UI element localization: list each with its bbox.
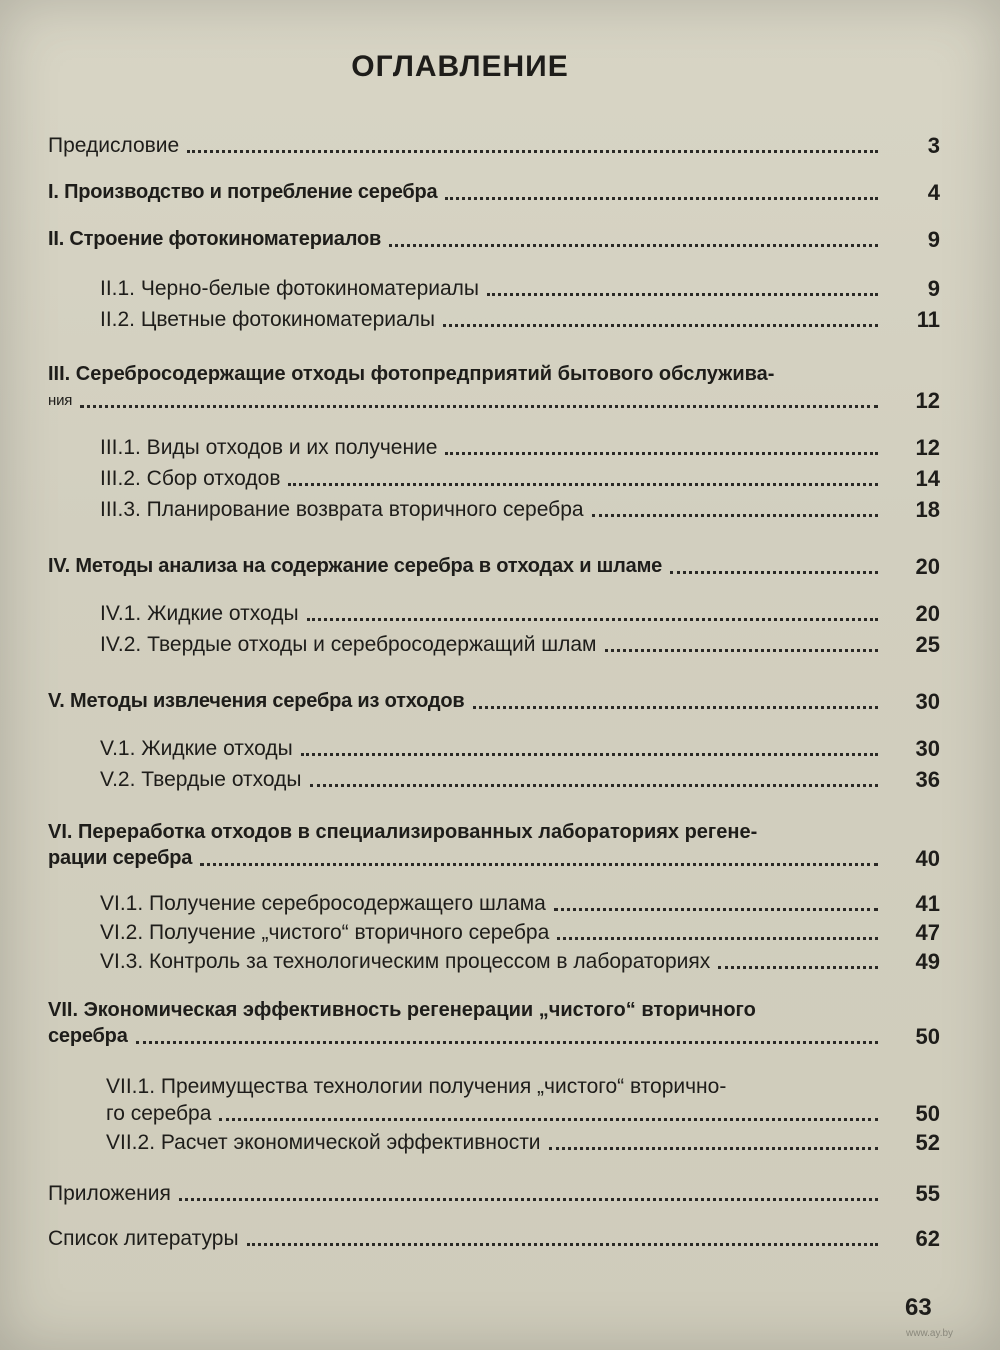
- toc-entry-page: 52: [915, 1130, 940, 1155]
- toc-entry-title: VII.2. Расчет экономической эффективности: [106, 1131, 541, 1154]
- toc-entry-page: 4: [927, 180, 940, 205]
- toc-entry-page: 25: [915, 632, 940, 657]
- toc-entry-section-3-2: [48, 465, 940, 492]
- toc-entry-page: 30: [915, 689, 940, 714]
- toc-entry-title: IV. Методы анализа на содержание серебра в отходах и шламе: [48, 555, 663, 577]
- toc-entry-page: 12: [915, 435, 940, 460]
- toc-entry-page: 9: [927, 227, 940, 252]
- toc-entry-section-6-1: [48, 890, 940, 917]
- toc-entry-title: V.2. Твердые отходы: [100, 768, 302, 791]
- toc-entry-section-4-1: [48, 600, 940, 627]
- leader-dots: [136, 1041, 878, 1044]
- leader-dots: [718, 966, 878, 969]
- toc-entry-page: 14: [915, 466, 940, 491]
- toc-entry-title: III. Серебросодержащие отходы фотопредприятий бытового обслужива-: [48, 363, 775, 385]
- toc-entry-title: II.1. Черно-белые фотокиноматериалы: [100, 277, 480, 300]
- leader-dots: [445, 197, 878, 200]
- toc-entry-chapter-5: [48, 688, 940, 715]
- toc-entry-chapter-4: [48, 553, 940, 580]
- toc-entry-page: 20: [915, 554, 940, 579]
- toc-entry-section-3-3: [48, 496, 940, 523]
- toc-entry-page: 3: [927, 133, 940, 158]
- toc-entry-section-4-2: [48, 631, 940, 658]
- leader-dots: [473, 706, 879, 709]
- toc-entry-title: Приложения: [48, 1182, 171, 1205]
- leader-dots: [310, 784, 879, 787]
- toc-entry-title: VII. Экономическая эффективность регенерации „чистого“ вторичного: [48, 999, 756, 1021]
- toc-entry-chapter-6: [48, 819, 940, 872]
- leader-dots: [554, 908, 878, 911]
- toc-entry-title: I. Производство и потребление серебра: [48, 181, 438, 203]
- toc-entry-chapter-3: [48, 361, 940, 414]
- toc-entry-section-5-1: [48, 735, 940, 762]
- toc-entry-section-3-1: [48, 434, 940, 461]
- toc-entry-page: 20: [915, 601, 940, 626]
- leader-dots: [247, 1243, 878, 1246]
- toc-entry-page: 55: [915, 1181, 940, 1206]
- toc-entry-section-2-1: [48, 275, 940, 302]
- leader-dots: [487, 293, 878, 296]
- toc-entry-continuation: [48, 387, 940, 414]
- toc-entry-page: 40: [915, 846, 940, 871]
- page-number: 63: [905, 1294, 932, 1321]
- toc-entry-section-2-2: [48, 306, 940, 333]
- leader-dots: [670, 571, 878, 574]
- toc-entry-page: 9: [927, 276, 940, 301]
- leader-dots: [187, 150, 878, 153]
- leader-dots: [200, 863, 878, 866]
- toc-entry-section-7-2: [48, 1129, 940, 1156]
- toc-entry-continuation: [106, 1100, 940, 1127]
- toc-entry-section-6-2: [48, 919, 940, 946]
- toc-entry-page: 36: [915, 767, 940, 792]
- toc-entry-title: V. Методы извлечения серебра из отходов: [48, 690, 465, 712]
- leader-dots: [219, 1118, 878, 1121]
- toc-entry-references: [48, 1225, 940, 1252]
- leader-dots: [307, 618, 878, 621]
- toc-entry-title: IV.2. Твердые отходы и серебросодержащий шлам: [100, 633, 597, 656]
- toc-entry-chapter-2: [48, 226, 940, 253]
- toc-entry-continuation: [48, 1023, 940, 1050]
- leader-dots: [80, 405, 878, 408]
- toc-entry-continuation: [48, 845, 940, 872]
- toc-entry-page: 50: [915, 1101, 940, 1126]
- leader-dots: [301, 753, 878, 756]
- leader-dots: [557, 937, 878, 940]
- toc-entry-title: Список литературы: [48, 1227, 239, 1250]
- leader-dots: [445, 452, 878, 455]
- toc-entry-appendices: [48, 1180, 940, 1207]
- watermark: www.ay.by: [906, 1328, 954, 1339]
- toc-entry-page: 18: [915, 497, 940, 522]
- toc-entry-section-7-1: [48, 1074, 940, 1127]
- table-of-contents: [48, 118, 940, 1252]
- toc-entry-title: III.3. Планирование возврата вторичного серебра: [100, 498, 584, 521]
- toc-entry-chapter-1: [48, 179, 940, 206]
- toc-entry-title: III.2. Сбор отходов: [100, 467, 281, 490]
- toc-entry-title: VII.1. Преимущества технологии получения „чистого“ вторично-: [106, 1075, 727, 1098]
- leader-dots: [288, 483, 878, 486]
- toc-entry-section-6-3: [48, 948, 940, 975]
- toc-entry-page: 62: [915, 1226, 940, 1251]
- toc-entry-title: IV.1. Жидкие отходы: [100, 602, 299, 625]
- toc-entry-title: VI. Переработка отходов в специализированных лабораториях регене-: [48, 821, 758, 843]
- toc-entry-title: II.2. Цветные фотокиноматериалы: [100, 308, 436, 331]
- toc-entry-page: 41: [915, 891, 940, 916]
- toc-entry-title-cont: серебра: [48, 1025, 128, 1047]
- toc-entry-title: III.1. Виды отходов и их получение: [100, 436, 438, 459]
- leader-dots: [389, 244, 878, 247]
- toc-entry-title: VI.1. Получение серебросодержащего шлама: [100, 892, 546, 915]
- toc-entry-title: VI.2. Получение „чистого“ вторичного серебра: [100, 921, 550, 944]
- toc-entry-page: 47: [915, 920, 940, 945]
- toc-entry-title-cont: ния: [48, 392, 73, 409]
- toc-entry-title-cont: го серебра: [106, 1102, 212, 1125]
- leader-dots: [179, 1198, 878, 1201]
- toc-entry-page: 12: [915, 388, 940, 413]
- page-title: ОГЛАВЛЕНИЕ: [351, 50, 569, 83]
- leader-dots: [549, 1147, 878, 1150]
- toc-entry-title: II. Строение фотокиноматериалов: [48, 228, 382, 250]
- leader-dots: [605, 649, 879, 652]
- toc-entry-page: 49: [915, 949, 940, 974]
- toc-entry-title: VI.3. Контроль за технологическим процессом в лабораториях: [100, 950, 711, 973]
- toc-entry-chapter-7: [48, 997, 940, 1050]
- toc-entry-title: V.1. Жидкие отходы: [100, 737, 293, 760]
- toc-entry-page: 50: [915, 1024, 940, 1049]
- toc-entry-page: 30: [915, 736, 940, 761]
- toc-entry-page: 11: [916, 307, 940, 332]
- toc-entry-preface: [48, 132, 940, 159]
- toc-entry-title-cont: рации серебра: [48, 847, 193, 869]
- leader-dots: [443, 324, 878, 327]
- toc-entry-title: Предисловие: [48, 134, 180, 157]
- toc-entry-section-5-2: [48, 766, 940, 793]
- leader-dots: [592, 514, 878, 517]
